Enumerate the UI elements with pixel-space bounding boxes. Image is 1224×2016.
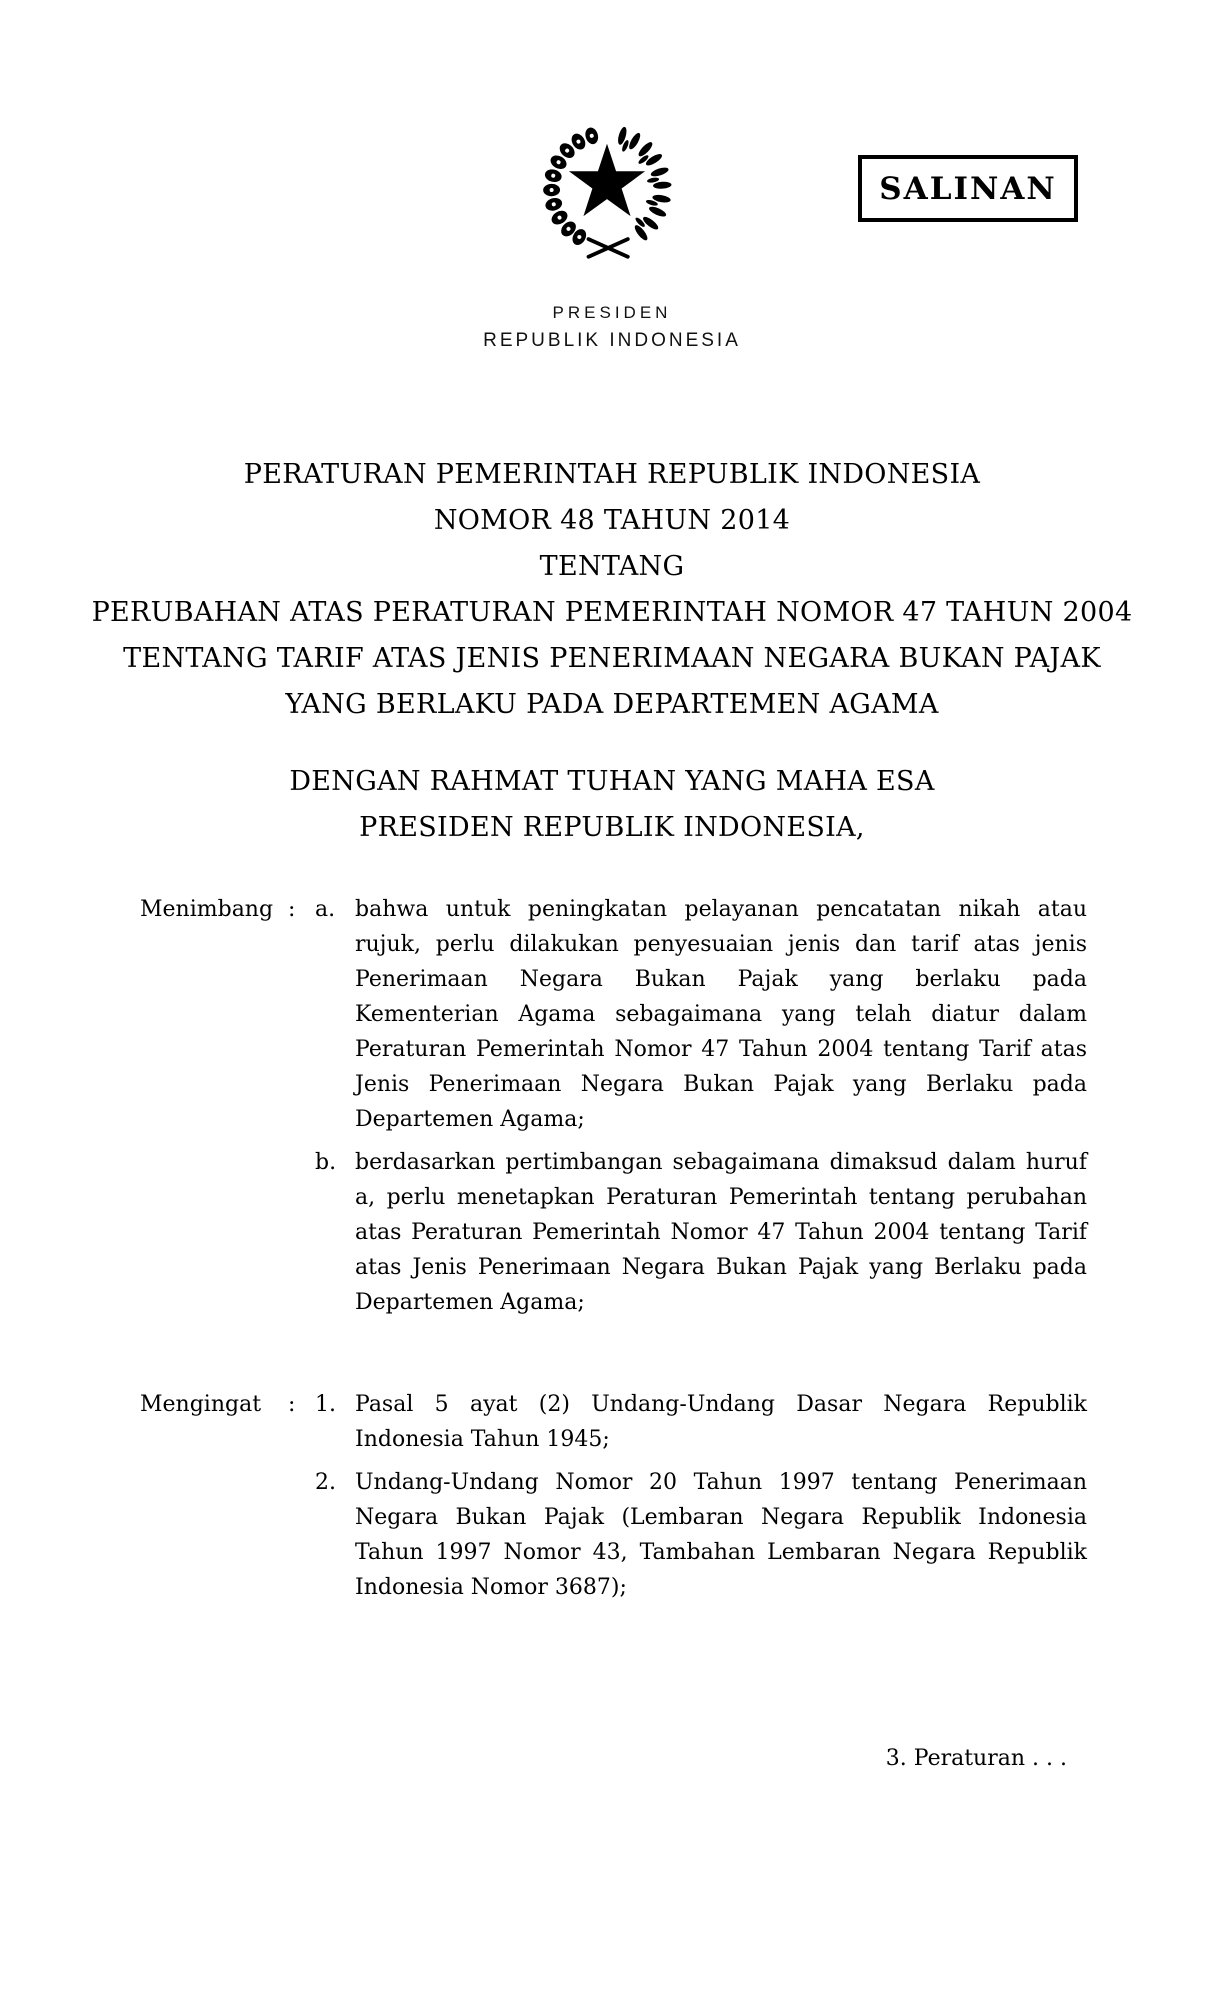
mengingat-item-2 [140, 1465, 1087, 1605]
mengingat-item-1 [140, 1387, 1087, 1457]
preamble-rahmat: DENGAN RAHMAT TUHAN YANG MAHA ESA [289, 766, 935, 797]
title-line-5: TENTANG TARIF ATAS JENIS PENERIMAAN NEGARA BUKAN PAJAK [123, 643, 1101, 674]
item-marker-a: a. [315, 897, 336, 922]
star-glyph [569, 144, 645, 216]
item-marker-2: 2. [315, 1470, 336, 1495]
preamble-presiden: PRESIDEN REPUBLIK INDONESIA, [359, 812, 865, 843]
menimbang-item-a [140, 892, 1087, 1137]
colon-separator: : [288, 897, 296, 922]
letterhead-presiden: PRESIDEN [552, 303, 672, 322]
crossed-stems [589, 239, 628, 257]
presidential-seal-icon [530, 116, 684, 266]
preamble [0, 759, 1224, 851]
title-line-1: PERATURAN PEMERINTAH REPUBLIK INDONESIA [243, 459, 981, 490]
catchword-next-page: 3. Peraturan . . . [885, 1746, 1067, 1771]
item-text-2: Undang-Undang Nomor 20 Tahun 1997 tentang Penerimaan Negara Bukan Pajak (Lembaran Negara Republik Indonesia Tahun 1997 Nomor 43, Tambahan Lembaran Negara Republik Indonesia Nomor 3687); [355, 1470, 1087, 1600]
menimbang-item-b [140, 1145, 1087, 1320]
letterhead-republik-indonesia: REPUBLIK INDONESIA [483, 330, 741, 351]
salinan-stamp-label: SALINAN [879, 170, 1057, 207]
letterhead [0, 303, 1224, 352]
title-line-2: NOMOR 48 TAHUN 2014 [433, 505, 791, 536]
salinan-stamp [858, 155, 1078, 222]
title-line-4: PERUBAHAN ATAS PERATURAN PEMERINTAH NOMOR 47 TAHUN 2004 [91, 597, 1133, 628]
colon-separator: : [288, 1392, 296, 1417]
regulation-title [0, 452, 1224, 728]
item-marker-b: b. [315, 1150, 337, 1175]
section-label-mengingat: Mengingat [140, 1392, 262, 1417]
regulation-body [140, 892, 1087, 1605]
item-text-b: berdasarkan pertimbangan sebagaimana dimaksud dalam huruf a, perlu menetapkan Peraturan Pemerintah tentang perubahan atas Peraturan Pemerintah Nomor 47 Tahun 2004 tentang Tarif atas Jenis Penerimaan Negara Bukan Pajak yang Berlaku pada Departemen Agama; [355, 1150, 1087, 1315]
title-line-3: TENTANG [539, 551, 685, 582]
item-marker-1: 1. [315, 1392, 336, 1417]
item-text-a: bahwa untuk peningkatan pelayanan pencatatan nikah atau rujuk, perlu dilakukan penyesuaian jenis dan tarif atas jenis Penerimaan Negara Bukan Pajak yang berlaku pada Kementerian Agama sebagaimana yang telah diatur dalam Peraturan Pemerintah Nomor 47 Tahun 2004 tentang Tarif atas Jenis Penerimaan Negara Bukan Pajak yang Berlaku pada Departemen Agama; [355, 897, 1087, 1132]
title-line-6: YANG BERLAKU PADA DEPARTEMEN AGAMA [285, 689, 939, 720]
section-label-menimbang: Menimbang [140, 897, 274, 922]
item-text-1: Pasal 5 ayat (2) Undang-Undang Dasar Negara Republik Indonesia Tahun 1945; [355, 1392, 1087, 1452]
